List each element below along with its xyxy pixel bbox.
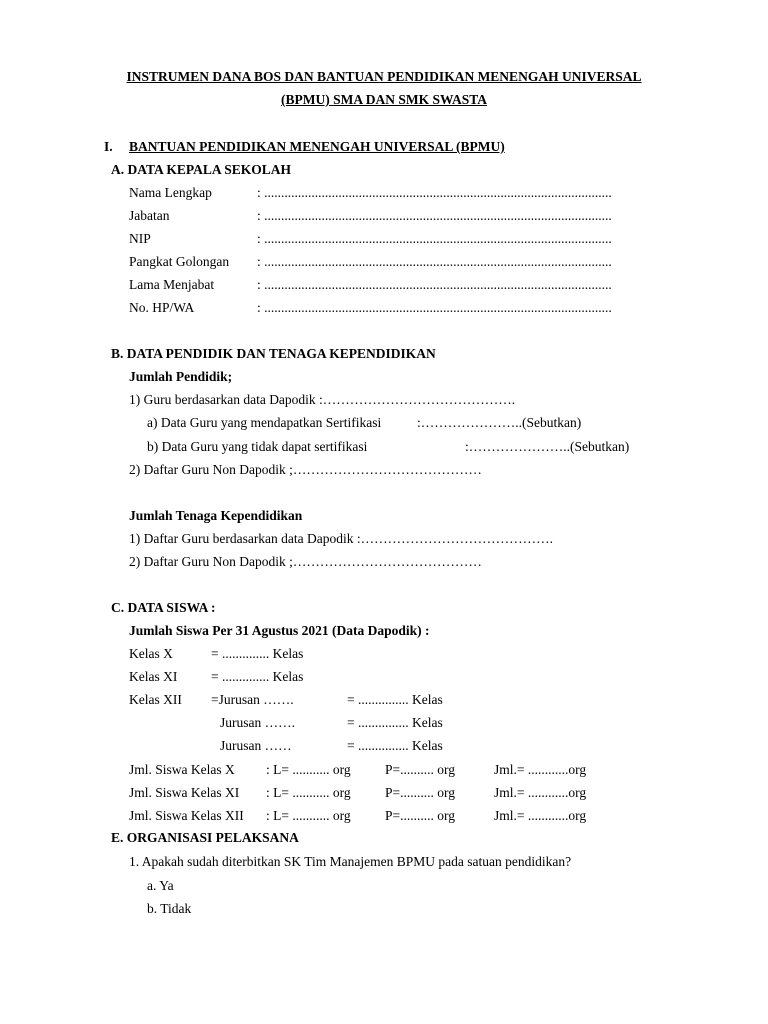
pendidik-item-2: 2) Daftar Guru Non Dapodik ;…………………………………… bbox=[129, 462, 482, 477]
field-value: : ....................................................................................................... bbox=[257, 231, 612, 246]
kelas-xi-value: = .............. Kelas bbox=[211, 669, 304, 684]
kelas-x-label: Kelas X bbox=[129, 646, 173, 661]
tendik-heading: Jumlah Tenaga Kependidikan bbox=[129, 508, 303, 523]
jml-siswa-l: : L= ........... org bbox=[266, 808, 351, 823]
field-label: NIP bbox=[129, 231, 151, 246]
option-a: a. Ya bbox=[147, 878, 174, 893]
jurusan-value: = ............... Kelas bbox=[347, 738, 443, 753]
pendidik-item-1: 1) Guru berdasarkan data Dapodik :……………………………………. bbox=[129, 392, 516, 407]
section-c-heading: C. DATA SISWA : bbox=[111, 600, 216, 615]
siswa-subheading: Jumlah Siswa Per 31 Agustus 2021 (Data Dapodik) : bbox=[129, 623, 430, 638]
jml-siswa-label: Jml. Siswa Kelas X bbox=[129, 762, 235, 777]
jml-siswa-p: P=.......... org bbox=[385, 762, 455, 777]
jml-siswa-total: Jml.= ............org bbox=[494, 762, 587, 777]
kelas-x-value: = .............. Kelas bbox=[211, 646, 304, 661]
jml-siswa-p: P=.......... org bbox=[385, 808, 455, 823]
section-a-heading: A. DATA KEPALA SEKOLAH bbox=[111, 162, 292, 177]
jurusan-label: Jurusan …… bbox=[220, 738, 292, 753]
tendik-item-2: 2) Daftar Guru Non Dapodik ;…………………………………… bbox=[129, 554, 482, 569]
section-b-heading: B. DATA PENDIDIK DAN TENAGA KEPENDIDIKAN bbox=[111, 346, 436, 361]
jurusan-value: = ............... Kelas bbox=[347, 692, 443, 707]
section-1-number: I. bbox=[104, 139, 113, 154]
option-b: b. Tidak bbox=[147, 901, 192, 916]
field-label: No. HP/WA bbox=[129, 300, 195, 315]
jml-siswa-total: Jml.= ............org bbox=[494, 808, 587, 823]
tendik-item-1: 1) Daftar Guru berdasarkan data Dapodik :……………………………………. bbox=[129, 531, 554, 546]
document-title-line2: (BPMU) SMA DAN SMK SWASTA bbox=[280, 92, 487, 107]
jml-siswa-label: Jml. Siswa Kelas XI bbox=[129, 785, 240, 800]
jml-siswa-total: Jml.= ............org bbox=[494, 785, 587, 800]
jurusan-value: = ............... Kelas bbox=[347, 715, 443, 730]
kelas-xi-label: Kelas XI bbox=[129, 669, 178, 684]
section-e-heading: E. ORGANISASI PELAKSANA bbox=[111, 830, 299, 845]
field-value: : ....................................................................................................... bbox=[257, 300, 612, 315]
jml-siswa-l: : L= ........... org bbox=[266, 762, 351, 777]
jml-siswa-p: P=.......... org bbox=[385, 785, 455, 800]
field-value: : ....................................................................................................... bbox=[257, 185, 612, 200]
pendidik-item-1b-value: :…………………..(Sebutkan) bbox=[465, 439, 630, 454]
jurusan-label: Jurusan ……. bbox=[220, 715, 295, 730]
field-label: Pangkat Golongan bbox=[129, 254, 230, 269]
jml-siswa-l: : L= ........... org bbox=[266, 785, 351, 800]
kelas-xii-label: Kelas XII bbox=[129, 692, 182, 707]
field-label: Lama Menjabat bbox=[129, 277, 215, 292]
jml-siswa-label: Jml. Siswa Kelas XII bbox=[129, 808, 244, 823]
jurusan-label: =Jurusan ……. bbox=[211, 692, 294, 707]
field-label: Nama Lengkap bbox=[129, 185, 212, 200]
pendidik-heading: Jumlah Pendidik; bbox=[129, 369, 233, 384]
pendidik-item-1a-label: a) Data Guru yang mendapatkan Sertifikasi bbox=[147, 415, 382, 430]
document-title-line1: INSTRUMEN DANA BOS DAN BANTUAN PENDIDIKAN MENENGAH UNIVERSAL bbox=[126, 69, 642, 84]
field-label: Jabatan bbox=[129, 208, 170, 223]
field-value: : ....................................................................................................... bbox=[257, 277, 612, 292]
pendidik-item-1a-value: :…………………..(Sebutkan) bbox=[417, 415, 582, 430]
question-1: 1. Apakah sudah diterbitkan SK Tim Manajemen BPMU pada satuan pendidikan? bbox=[129, 854, 572, 869]
field-value: : ....................................................................................................... bbox=[257, 254, 612, 269]
pendidik-item-1b-label: b) Data Guru yang tidak dapat sertifikasi bbox=[147, 439, 368, 454]
section-1-heading: BANTUAN PENDIDIKAN MENENGAH UNIVERSAL (BPMU) bbox=[129, 139, 505, 154]
field-value: : ....................................................................................................... bbox=[257, 208, 612, 223]
